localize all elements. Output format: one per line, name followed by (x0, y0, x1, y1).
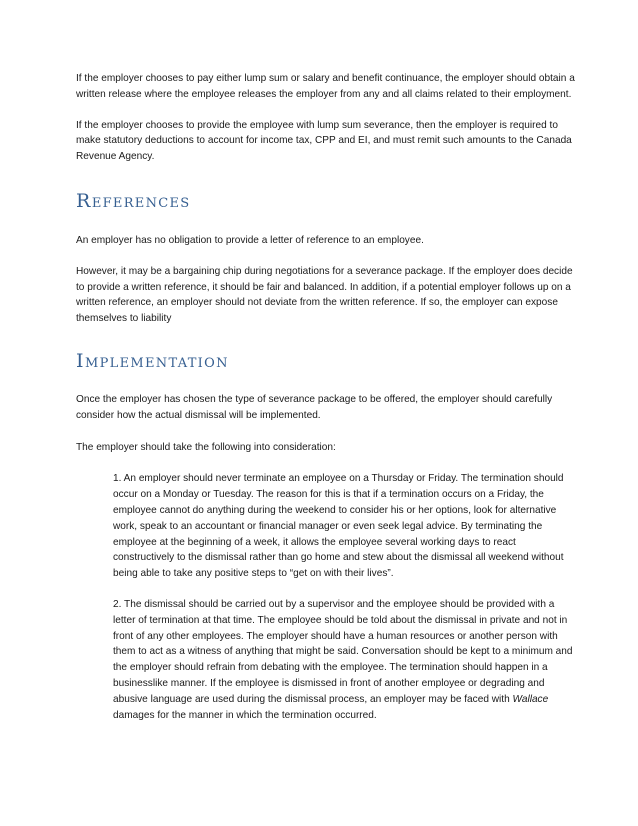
paragraph-release: If the employer chooses to pay either lump sum or salary and benefit continuance, the employer should obtain a written release where the employee releases the employer from any and all claims related to their employment. (76, 73, 575, 100)
paragraph-implementation-intro: Once the employer has chosen the type of severance package to be offered, the employer should carefully consider how the actual dismissal will be implemented. (76, 393, 553, 421)
paragraph-bargaining-chip: However, it may be a bargaining chip during negotiations for a severance package. If the employer does decide to provide a written reference, it should be fair and balanced. In addition, if a potential employer follows up on a written reference, an employer should not deviate from the written reference. If so, the employer can expose themselves to liability (76, 265, 573, 325)
heading-references (76, 189, 578, 216)
heading-implementation (76, 349, 578, 376)
paragraph-no-obligation: An employer has no obligation to provide a letter of reference to an employee. (76, 234, 424, 246)
paragraph-consideration: The employer should take the following into consideration: (76, 441, 336, 453)
heading-implementation-initial: I (76, 349, 86, 372)
heading-references-initial: R (76, 189, 92, 212)
list-item-supervisor (113, 597, 578, 723)
paragraph-deductions: If the employer chooses to provide the employee with lump sum severance, then the employer is required to make statutory deductions to account for income tax, CPP and EI, and must remit such amounts to the Canada Revenue Agency. (76, 119, 572, 163)
list-item-supervisor-text: 2. The dismissal should be carried out by a supervisor and the employee should be provided with a letter of termination at that time. The employee should be told about the dismissal in private and not in front of any other employees. The employer should have a human resources or another person with them to act as a witness of anything that might be said. Conversation should be kept to a minimum and the employer should refrain from debating with the employee. The termination should happen in a businesslike manner. If the employee is dismissed in front of another employee or degrading and abusive language are used during the dismissal process, an employer may be faced with (113, 598, 573, 705)
heading-references-rest: EFERENCES (91, 195, 191, 211)
list-item-supervisor-text-end: damages for the manner in which the termination occurred. (113, 709, 377, 721)
list-item-supervisor-italic: Wallace (512, 693, 549, 705)
heading-implementation-rest: MPLEMENTATION (85, 355, 229, 371)
list-item-timing: 1. An employer should never terminate an employee on a Thursday or Friday. The termination should occur on a Monday or Tuesday. The reason for this is that if a termination occurs on a Friday, the employee cannot do anything during the weekend to consider his or her options, look for alternative work, speak to an accountant or financial manager or even seek legal advice. By terminating the employee at the beginning of a week, it allows the employee several working days to react constructively to the dismissal rather than go home and stew about the dismissal all weekend without being able to take any positive steps to “get on with their lives”. (113, 473, 564, 580)
